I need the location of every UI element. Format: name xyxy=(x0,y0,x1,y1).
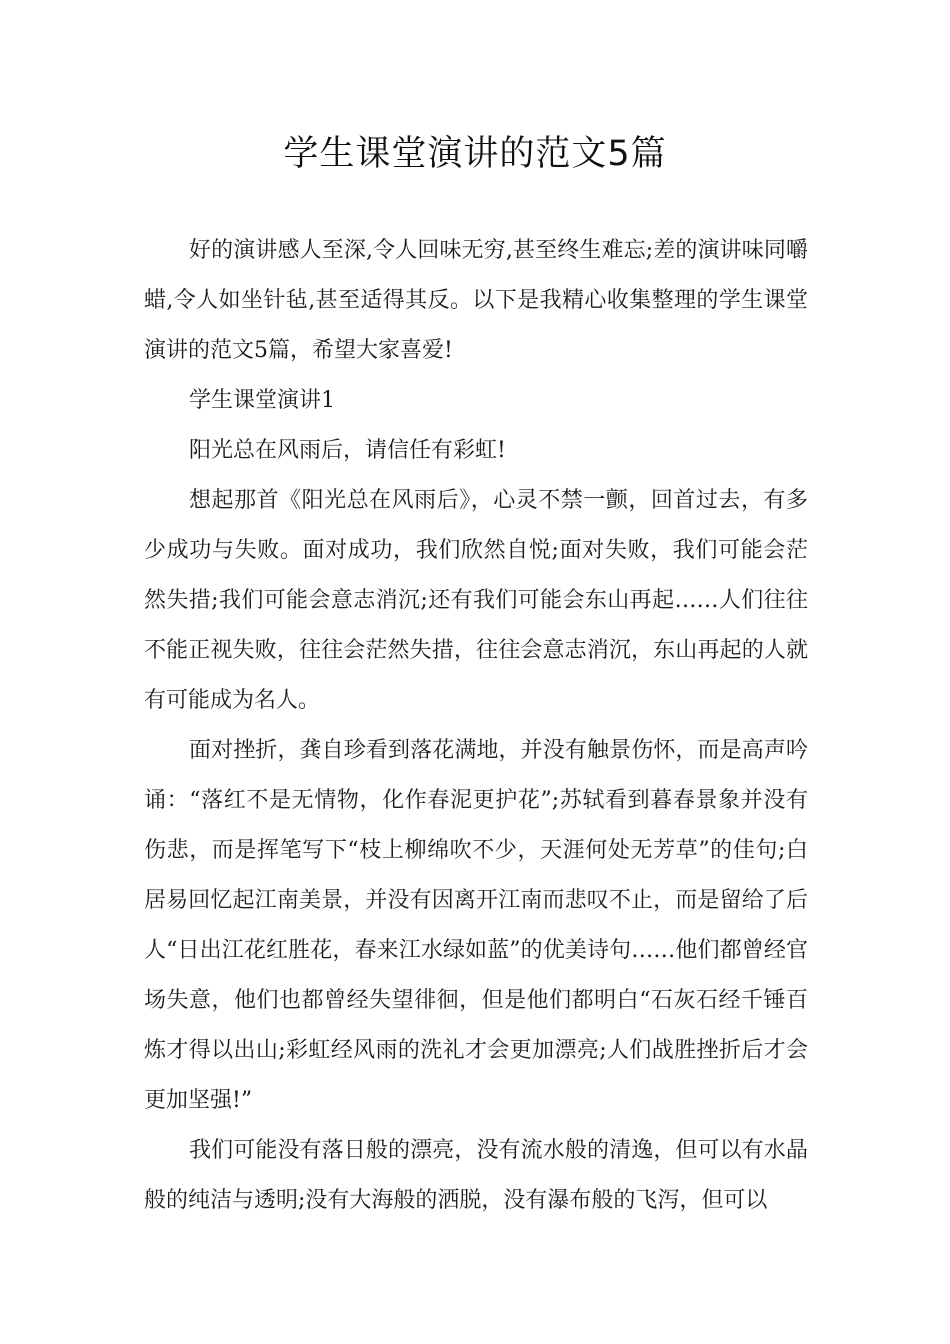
document-title: 学生课堂演讲的范文5篇 xyxy=(283,134,667,174)
body-paragraph: 面对挫折，龚自珍看到落花满地，并没有触景伤怀，而是高声吟诵：“落红不是无情物，化作春泥更护花”;苏轼看到暮春景象并没有伤悲，而是挥笔写下“枝上柳绵吹不少，天涯何处无芳草”的佳句;白居易回忆起江南美景，并没有因离开江南而悲叹不止，而是留给了后人“日出江花红胜花，春来江水绿如蓝”的优美诗句……他们都曾经官场失意，他们也都曾经失望徘徊，但是他们都明白“石灰石经千锤百炼才得以出山;彩虹经风雨的洗礼才会更加漂亮;人们战胜挫折后才会更加坚强!” xyxy=(144,738,808,1113)
body-paragraph: 我们可能没有落日般的漂亮，没有流水般的清逸，但可以有水晶般的纯洁与透明;没有大海般的洒脱，没有瀑布般的飞泻，但可以 xyxy=(144,1138,808,1213)
section-heading: 学生课堂演讲1 xyxy=(189,388,335,413)
speech-subtitle: 阳光总在风雨后，请信任有彩虹! xyxy=(189,438,506,463)
intro-paragraph: 好的演讲感人至深,令人回味无穷,甚至终生难忘;差的演讲味同嚼蜡,令人如坐针毡,甚至适得其反。以下是我精心收集整理的学生课堂演讲的范文5篇，希望大家喜爱! xyxy=(144,238,808,363)
document-body xyxy=(144,226,808,1226)
body-paragraph: 想起那首《阳光总在风雨后》，心灵不禁一颤，回首过去，有多少成功与失败。面对成功，我们欣然自悦;面对失败，我们可能会茫然失措;我们可能会意志消沉;还有我们可能会东山再起……人们往往不能正视失败，往往会茫然失措，往往会意志消沉，东山再起的人就有可能成为名人。 xyxy=(144,488,808,713)
